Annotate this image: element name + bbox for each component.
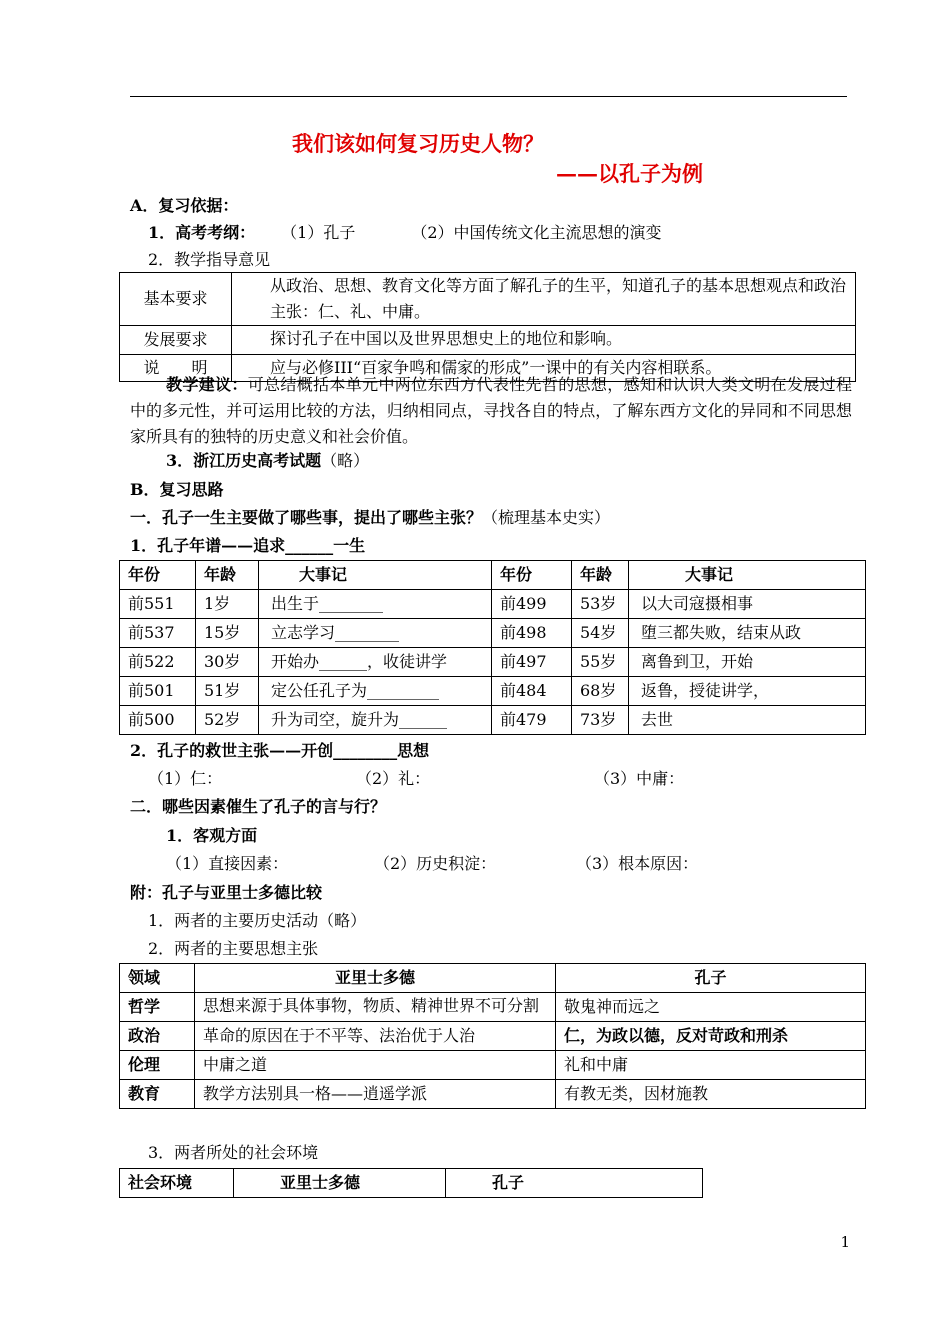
exam-outline-label: 1．高考考纲： (148, 223, 256, 242)
chrono-cell: 前537 (120, 619, 196, 648)
comparison-row (120, 1051, 866, 1080)
chrono-cell: 出生于________ (259, 590, 492, 619)
chronology-row (120, 619, 866, 648)
chrono-cell: 前479 (492, 706, 572, 735)
comparison-row (120, 993, 866, 1022)
chrono-cell: 53岁 (572, 590, 629, 619)
page-subtitle: ——以孔子为例 (556, 161, 703, 186)
zhejiang-exam-note: （略） (321, 451, 370, 470)
teaching-suggestion (130, 372, 852, 450)
suggestion-text: 可总结概括本单元中两位东西方代表性先哲的思想，感知和认识人类文明在发展过程中的多元性，并可运用比较的方法，归纳相同点，寻找各自的特点，了解东西方文化的异同和不同思想家所具有的独特的历史意义和社会价值。 (130, 375, 852, 446)
salvation-heading: 2．孔子的救世主张——开创________思想 (130, 741, 430, 760)
section-a-heading: A．复习依据： (130, 196, 239, 215)
compare-confucius: 有教无类，因材施教 (556, 1080, 866, 1109)
appendix-item-1: 1．两者的主要历史活动（略） (148, 911, 367, 930)
chrono-cell: 前522 (120, 648, 196, 677)
env-header: 亚里士多德 (234, 1169, 446, 1198)
salvation-item: （1）仁： (148, 769, 223, 788)
compare-aristotle: 中庸之道 (195, 1051, 556, 1080)
chrono-cell: 堕三都失败，结束从政 (629, 619, 866, 648)
comparison-row (120, 1080, 866, 1109)
appendix-item-2: 2．两者的主要思想主张 (148, 939, 319, 958)
chrono-header: 年龄 (572, 561, 629, 590)
compare-confucius: 仁，为政以德，反对苛政和刑杀 (556, 1022, 866, 1051)
salvation-item: （2）礼： (356, 769, 431, 788)
compare-aristotle: 革命的原因在于不平等、法治优于人治 (195, 1022, 556, 1051)
chronology-row (120, 706, 866, 735)
factor-item: （1）直接因素： (166, 854, 289, 873)
chrono-cell: 离鲁到卫，开始 (629, 648, 866, 677)
compare-field: 政治 (120, 1022, 195, 1051)
chronology-table (119, 560, 866, 735)
chrono-cell: 前500 (120, 706, 196, 735)
zhejiang-exam (166, 450, 369, 472)
chrono-cell: 73岁 (572, 706, 629, 735)
chronology-row (120, 590, 866, 619)
chrono-header: 年份 (120, 561, 196, 590)
appendix-heading: 附：孔子与亚里士多德比较 (130, 883, 323, 902)
chrono-cell: 开始办______，收徒讲学 (259, 648, 492, 677)
chrono-cell: 立志学习________ (259, 619, 492, 648)
env-header: 社会环境 (120, 1169, 234, 1198)
chronology-header-row (120, 561, 866, 590)
question-1-label: 一．孔子一生主要做了哪些事，提出了哪些主张？ (130, 508, 483, 527)
factor-item: （3）根本原因： (576, 854, 699, 873)
chrono-cell: 51岁 (196, 677, 259, 706)
compare-header: 领域 (120, 964, 195, 993)
chrono-cell: 30岁 (196, 648, 259, 677)
chrono-cell: 前498 (492, 619, 572, 648)
compare-aristotle: 思想来源于具体事物，物质、精神世界不可分割 (195, 993, 556, 1022)
exam-outline-a: （1）孔子 (281, 223, 356, 242)
guide-row (120, 273, 856, 326)
guide-table (119, 272, 856, 382)
appendix-item-3: 3．两者所处的社会环境 (148, 1143, 319, 1162)
zhejiang-exam-label: 3．浙江历史高考试题 (166, 451, 322, 470)
chronology-row (120, 648, 866, 677)
comparison-table (119, 963, 866, 1109)
chrono-cell: 以大司寇摄相事 (629, 590, 866, 619)
chrono-header: 年龄 (196, 561, 259, 590)
exam-outline (148, 222, 662, 244)
comparison-header-row (120, 964, 866, 993)
question-1-note: （梳理基本史实） (482, 508, 611, 527)
salvation-item: （3）中庸： (594, 769, 685, 788)
compare-field: 教育 (120, 1080, 195, 1109)
guide-text: 探讨孔子在中国以及世界思想史上的地位和影响。 (232, 326, 856, 355)
compare-confucius: 敬鬼神而远之 (556, 993, 866, 1022)
compare-header: 亚里士多德 (195, 964, 556, 993)
guide-row (120, 326, 856, 355)
guide-label: 说 明 (120, 355, 232, 382)
chrono-cell: 前497 (492, 648, 572, 677)
chrono-cell: 前499 (492, 590, 572, 619)
page-title: 我们该如何复习历史人物？ (292, 131, 544, 156)
question-2: 二．哪些因素催生了孔子的言与行？ (130, 797, 387, 816)
teaching-guide-label: 2．教学指导意见 (148, 250, 271, 269)
guide-text: 从政治、思想、教育文化等方面了解孔子的生平，知道孔子的基本思想观点和政治主张：仁、礼、中庸。 (232, 273, 856, 326)
guide-label: 基本要求 (120, 273, 232, 326)
question-1 (130, 507, 610, 529)
compare-field: 伦理 (120, 1051, 195, 1080)
suggestion-label: 教学建议： (166, 375, 248, 394)
chrono-cell: 前484 (492, 677, 572, 706)
objective-heading: 1．客观方面 (166, 826, 258, 845)
chrono-cell: 返鲁，授徒讲学， (629, 677, 866, 706)
chrono-cell: 前551 (120, 590, 196, 619)
chrono-header: 年份 (492, 561, 572, 590)
environment-table (119, 1168, 703, 1198)
page-number: 1 (840, 1233, 850, 1251)
compare-header: 孔子 (556, 964, 866, 993)
factor-item: （2）历史积淀： (374, 854, 497, 873)
compare-aristotle: 教学方法别具一格——逍遥学派 (195, 1080, 556, 1109)
header-rule (130, 96, 847, 97)
compare-field: 哲学 (120, 993, 195, 1022)
chrono-cell: 55岁 (572, 648, 629, 677)
chrono-cell: 1岁 (196, 590, 259, 619)
chrono-cell: 68岁 (572, 677, 629, 706)
chronology-heading: 1．孔子年谱——追求______一生 (130, 536, 366, 555)
chrono-cell: 升为司空，旋升为______ (259, 706, 492, 735)
compare-confucius: 礼和中庸 (556, 1051, 866, 1080)
environment-header-row (120, 1169, 703, 1198)
section-b-heading: B．复习思路 (130, 480, 224, 499)
chrono-cell: 52岁 (196, 706, 259, 735)
chrono-cell: 15岁 (196, 619, 259, 648)
chronology-row (120, 677, 866, 706)
env-header: 孔子 (446, 1169, 703, 1198)
chrono-cell: 去世 (629, 706, 866, 735)
exam-outline-b: （2）中国传统文化主流思想的演变 (411, 223, 662, 242)
chrono-cell: 前501 (120, 677, 196, 706)
chrono-header: 大事记 (259, 561, 492, 590)
chrono-header: 大事记 (629, 561, 866, 590)
guide-text: 应与必修III“百家争鸣和儒家的形成”一课中的有关内容相联系。 (232, 355, 856, 382)
chrono-cell: 定公任孔子为_________ (259, 677, 492, 706)
comparison-row (120, 1022, 866, 1051)
chrono-cell: 54岁 (572, 619, 629, 648)
guide-label: 发展要求 (120, 326, 232, 355)
